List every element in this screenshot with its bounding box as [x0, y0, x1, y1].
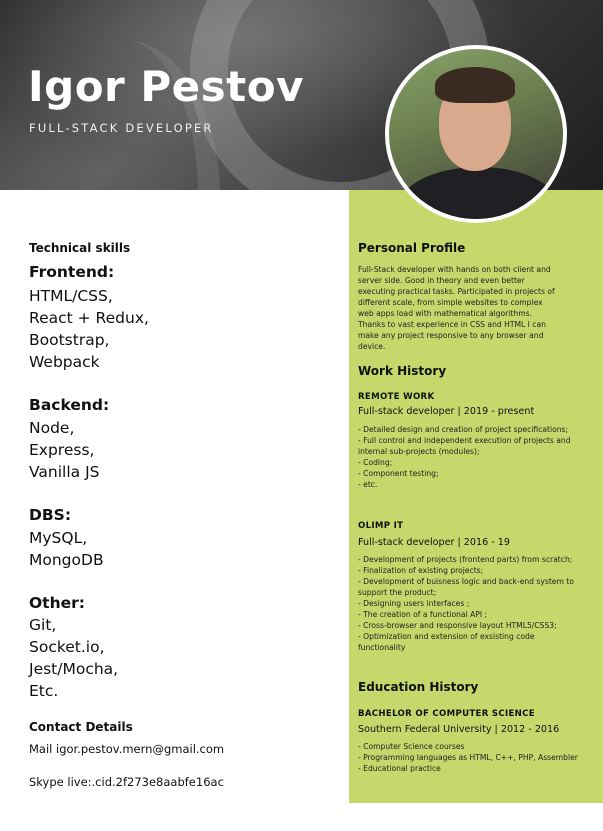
- duty-line: - Full control and independent execution of projects and: [358, 436, 571, 445]
- education-heading: Education History: [358, 680, 479, 694]
- other-title: Other:: [29, 594, 85, 612]
- contact-mail[interactable]: Mail igor.pestov.mern@gmail.com: [29, 742, 225, 756]
- skill-item: Jest/Mocha,: [29, 660, 119, 678]
- skill-item: Express,: [29, 441, 95, 459]
- job2-title: Full-stack developer | 2016 - 19: [358, 537, 510, 548]
- edu-school: Southern Federal University | 2012 - 2016: [358, 724, 560, 735]
- skill-item: Webpack: [29, 353, 100, 371]
- profile-line: web apps load with mathematical algorithms.: [358, 309, 532, 318]
- photo-hair: [435, 67, 515, 103]
- skill-item: MySQL,: [29, 529, 88, 547]
- frontend-title: Frontend:: [29, 263, 115, 281]
- duty-line: - Development of projects (frontend parts) from scratch;: [358, 555, 573, 564]
- person-name: Igor Pestov: [28, 62, 304, 111]
- duty-line: - Designing users interfaces ;: [358, 599, 470, 608]
- profile-text: [358, 264, 596, 352]
- dbs-list: [29, 527, 104, 571]
- backend-list: [29, 417, 99, 483]
- skill-item: Vanilla JS: [29, 463, 100, 481]
- skill-item: React + Redux,: [29, 309, 149, 327]
- skills-heading: Technical skills: [29, 241, 131, 255]
- skill-item: MongoDB: [29, 551, 104, 569]
- backend-title: Backend:: [29, 396, 110, 414]
- contact-heading: Contact Details: [29, 720, 133, 734]
- job2-duties: [358, 554, 596, 653]
- duty-line: - The creation of a functional API ;: [358, 610, 488, 619]
- job1-title: Full-stack developer | 2019 - present: [358, 406, 535, 417]
- duty-line: - etc.: [358, 480, 378, 489]
- profile-heading: Personal Profile: [358, 241, 466, 255]
- frontend-list: [29, 285, 149, 373]
- skill-item: Bootstrap,: [29, 331, 110, 349]
- work-heading: Work History: [358, 364, 447, 378]
- duty-line: - Finalization of existing projects;: [358, 566, 484, 575]
- profile-line: Thanks to vast experience in CSS and HTML I can: [358, 320, 546, 329]
- skill-item: Node,: [29, 419, 75, 437]
- profile-line: server side. Good in theory and even better: [358, 276, 525, 285]
- edu-line: - Programming languages as HTML, C++, PHP, Assembler: [358, 753, 578, 762]
- job1-duties: [358, 424, 596, 490]
- profile-line: device.: [358, 342, 386, 351]
- duty-line: - Detailed design and creation of project specifications;: [358, 425, 569, 434]
- dbs-title: DBS:: [29, 506, 72, 524]
- edu-line: - Educational practice: [358, 764, 441, 773]
- photo-shirt: [399, 167, 559, 223]
- job1-company: REMOTE WORK: [358, 392, 435, 402]
- skill-item: HTML/CSS,: [29, 287, 113, 305]
- profile-line: Full-Stack developer with hands on both client and: [358, 265, 551, 274]
- duty-line: internal sub-projects (modules);: [358, 447, 480, 456]
- profile-photo: [385, 45, 567, 223]
- person-role: FULL-STACK DEVELOPER: [29, 121, 214, 135]
- edu-line: - Computer Science courses: [358, 742, 465, 751]
- edu-degree: BACHELOR OF COMPUTER SCIENCE: [358, 709, 535, 719]
- contact-skype[interactable]: Skype live:.cid.2f273e8aabfe16ac: [29, 775, 224, 789]
- skill-item: Socket.io,: [29, 638, 105, 656]
- edu-details: [358, 741, 596, 774]
- profile-line: different scale, from simple websites to complex: [358, 298, 543, 307]
- duty-line: - Cross-browser and responsive layout HTML5/CSS3;: [358, 621, 557, 630]
- duty-line: - Coding;: [358, 458, 393, 467]
- duty-line: functionality: [358, 643, 406, 652]
- profile-line: executing practical tasks. Participated in projects of: [358, 287, 555, 296]
- profile-line: make any project responsive to any browser and: [358, 331, 544, 340]
- skill-item: Git,: [29, 616, 57, 634]
- skill-item: Etc.: [29, 682, 59, 700]
- duty-line: - Development of buisness logic and back-end system to: [358, 577, 574, 586]
- duty-line: - Optimization and extension of exsisting code: [358, 632, 535, 641]
- job2-company: OLIMP IT: [358, 521, 404, 531]
- duty-line: support the product;: [358, 588, 437, 597]
- other-list: [29, 614, 118, 702]
- duty-line: - Component testing;: [358, 469, 439, 478]
